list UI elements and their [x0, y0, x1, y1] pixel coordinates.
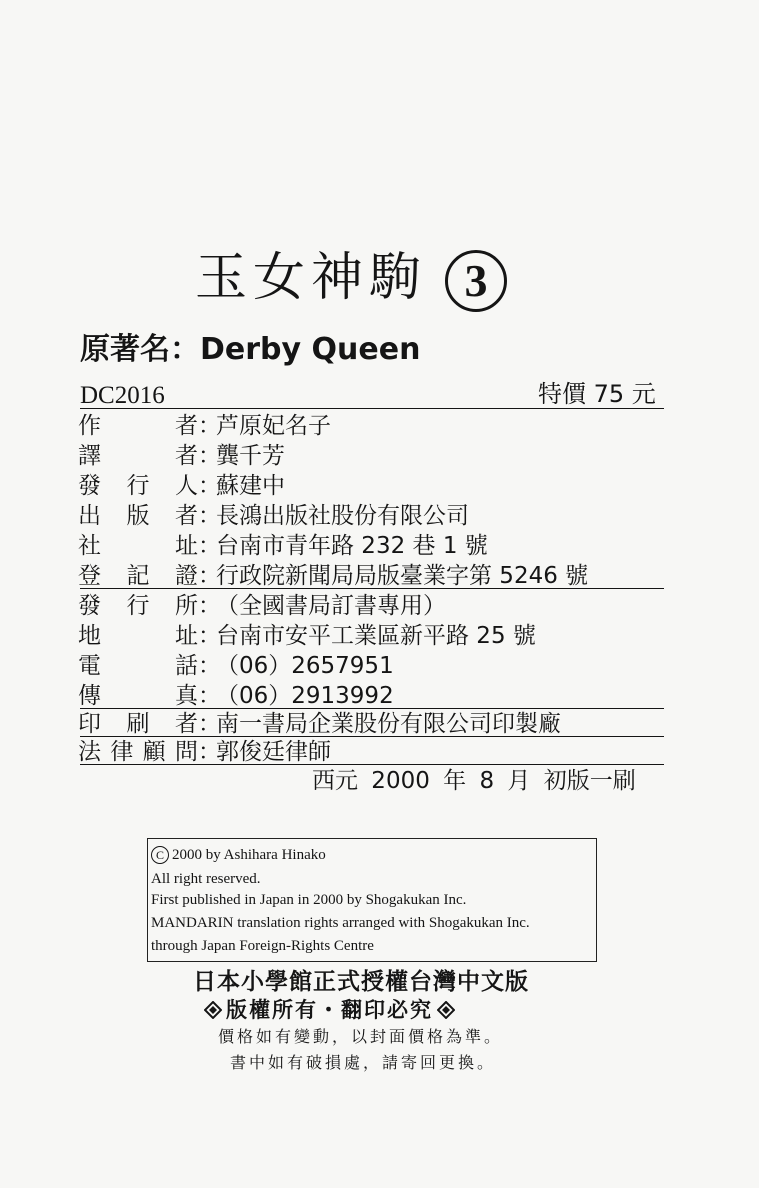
credit-row-author: 作者：芦原妃名子 — [78, 413, 331, 439]
credit-value: （全國書局訂書專用） — [216, 593, 446, 619]
credit-label: 社址 — [78, 533, 198, 559]
copyright-line-4: MANDARIN translation rights arranged with Shogakukan Inc. — [151, 915, 530, 931]
credit-label: 地址 — [78, 623, 198, 649]
credit-label: 作者 — [78, 413, 198, 439]
credit-label: 傳真 — [78, 683, 198, 709]
credit-value: 蘇建中 — [216, 473, 285, 499]
copyright-line-1: C 2000 by Ashihara Hinako — [151, 845, 326, 865]
credit-row-publisher-person: 發行人：蘇建中 — [78, 473, 285, 499]
diamond-right-icon — [437, 1001, 455, 1019]
credit-value: 龔千芳 — [216, 443, 285, 469]
diamond-left-icon — [204, 1001, 222, 1019]
credit-row-legal-counsel: 法律顧問：郭俊廷律師 — [78, 739, 331, 765]
credit-row-address: 地址：台南市安平工業區新平路 25 號 — [78, 623, 536, 649]
credit-row-translator: 譯者：龔千芳 — [78, 443, 285, 469]
credit-value: 台南市青年路 232 巷 1 號 — [216, 533, 488, 559]
credit-row-registration: 登記證：行政院新聞局局版臺業字第 5246 號 — [78, 563, 589, 589]
original-title: 原著名：Derby Queen — [80, 332, 421, 367]
credit-row-distributor: 發行所：（全國書局訂書專用） — [78, 593, 446, 619]
rights-text: 版權所有・翻印必究 — [226, 998, 433, 1022]
rights-statement — [204, 996, 455, 1024]
credit-label: 譯者 — [78, 443, 198, 469]
book-title-text: 玉女神駒 — [195, 248, 428, 308]
credit-row-publisher: 出版者：長鴻出版社股份有限公司 — [78, 503, 469, 529]
authorization-statement: 日本小學館正式授權台灣中文版 — [193, 969, 529, 995]
damage-replacement-note: 書中如有破損處，請寄回更換。 — [230, 1053, 497, 1072]
copyright-icon: C — [151, 846, 169, 864]
volume-number: 3 — [445, 250, 507, 312]
credit-value: 郭俊廷律師 — [216, 739, 331, 765]
credit-label: 發行所 — [78, 593, 198, 619]
credit-value: 長鴻出版社股份有限公司 — [216, 503, 469, 529]
copyright-line-5: through Japan Foreign-Rights Centre — [151, 938, 374, 954]
divider-top — [80, 408, 664, 409]
credit-label: 發行人 — [78, 473, 198, 499]
credit-value: 台南市安平工業區新平路 25 號 — [216, 623, 536, 649]
credit-value: （06）2657951 — [216, 653, 394, 679]
credit-label: 出版者 — [78, 503, 198, 529]
credit-row-company-address: 社址：台南市青年路 232 巷 1 號 — [78, 533, 488, 559]
credit-value: 南一書局企業股份有限公司印製廠 — [216, 711, 561, 737]
credit-value: 行政院新聞局局版臺業字第 5246 號 — [216, 563, 589, 589]
book-title — [195, 248, 507, 312]
divider-lower — [80, 708, 664, 709]
credit-label: 電話 — [78, 653, 198, 679]
catalog-code: DC2016 — [80, 382, 165, 409]
divider-legal — [80, 736, 664, 737]
divider-mid — [80, 588, 664, 589]
credit-label: 法律顧問 — [78, 739, 198, 765]
credit-value: 芦原妃名子 — [216, 413, 331, 439]
copyright-line-3: First published in Japan in 2000 by Shogakukan Inc. — [151, 892, 467, 908]
credit-row-fax: 傳真：（06）2913992 — [78, 683, 394, 709]
credit-row-phone: 電話：（06）2657951 — [78, 653, 394, 679]
credit-row-printer: 印刷者：南一書局企業股份有限公司印製廠 — [78, 711, 561, 737]
divider-bottom — [80, 764, 664, 765]
copyright-line-2: All right reserved. — [151, 871, 261, 887]
special-price: 特價 75 元 — [538, 380, 656, 408]
credit-label: 印刷者 — [78, 711, 198, 737]
credit-label: 登記證 — [78, 563, 198, 589]
price-change-note: 價格如有變動，以封面價格為準。 — [218, 1027, 504, 1046]
edition-date: 西元 2000 年 8 月 初版一刷 — [312, 768, 636, 794]
credit-value: （06）2913992 — [216, 683, 394, 709]
